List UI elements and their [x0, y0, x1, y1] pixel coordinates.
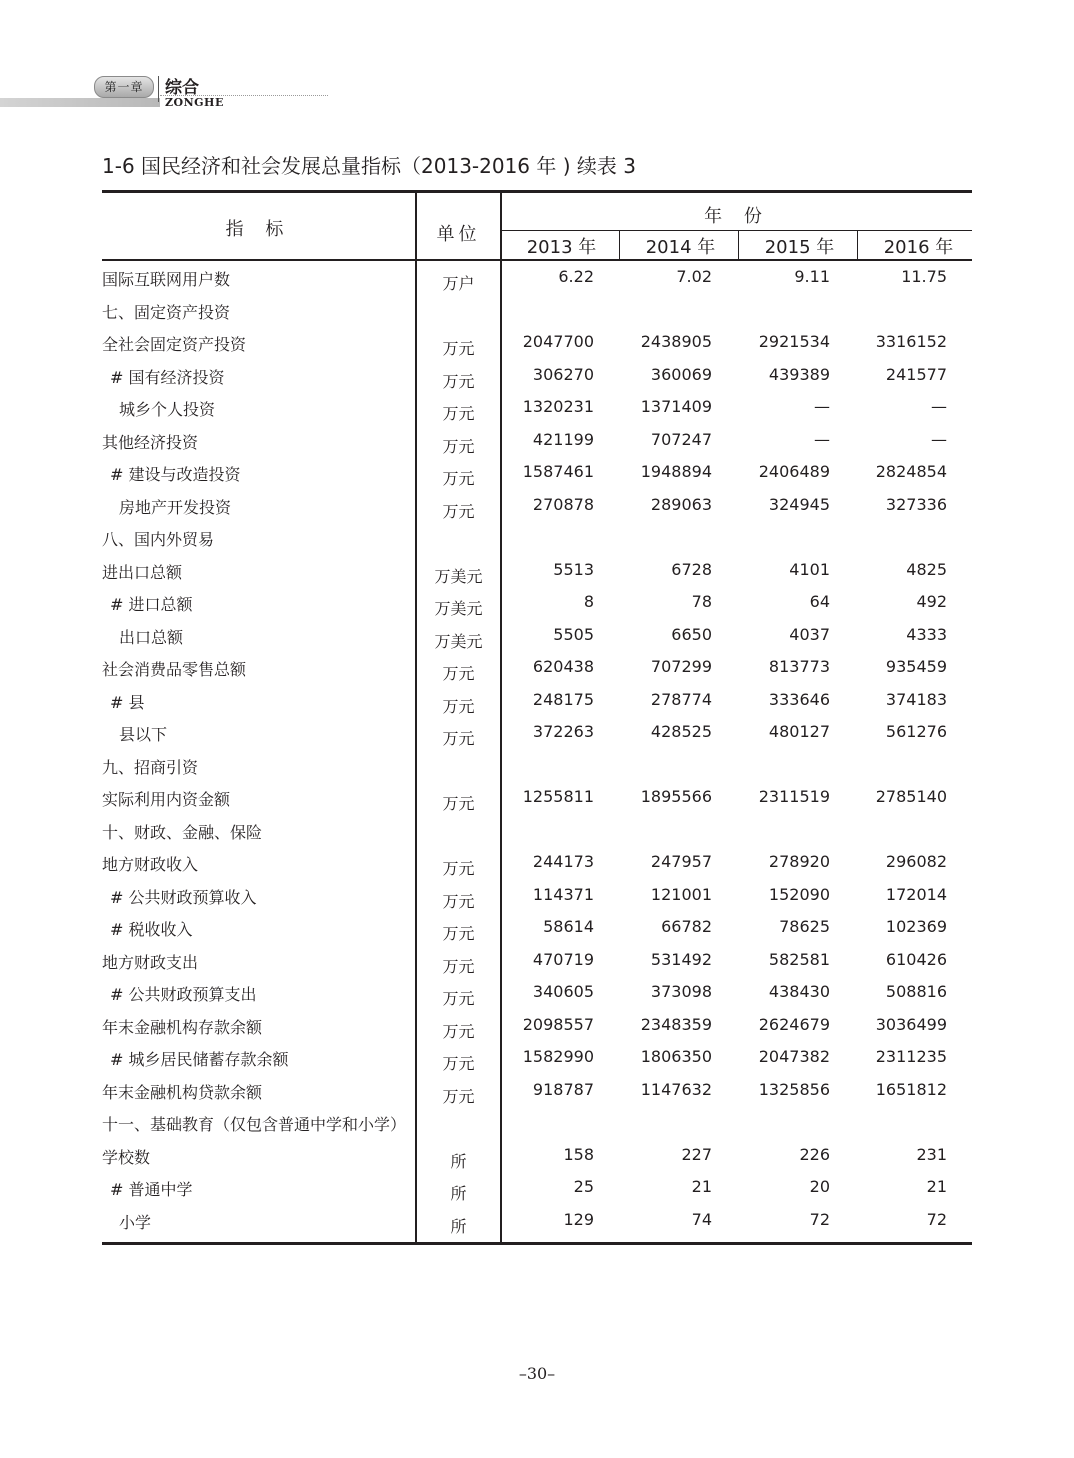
row-value: 2348359: [640, 1014, 712, 1034]
row-value: 4333: [906, 624, 947, 644]
row-value: 324945: [768, 494, 830, 514]
row-value: 2047382: [758, 1047, 830, 1066]
row-value: 813773: [768, 657, 830, 676]
header-year-2016: 2016 年: [883, 237, 954, 258]
row-value: 561276: [885, 722, 947, 741]
row-value: 1255811: [522, 787, 594, 806]
table-row: [102, 555, 972, 588]
row-value: 492: [916, 592, 947, 611]
row-value: 508816: [885, 982, 947, 1001]
table-row: [102, 685, 972, 718]
row-value: 1895566: [640, 787, 712, 806]
row-value: 21: [691, 1177, 712, 1196]
row-unit: 万元: [442, 469, 475, 488]
row-value: 72: [926, 1209, 947, 1229]
row-value: 231: [916, 1144, 947, 1164]
row-value: 1948894: [640, 462, 712, 481]
row-value: 918787: [532, 1079, 594, 1099]
table-row: [102, 847, 972, 880]
table-header-rule: [102, 259, 972, 261]
row-unit: 所: [450, 1184, 467, 1203]
header-year-2015: 2015 年: [764, 237, 835, 258]
row-value: 72: [809, 1209, 830, 1229]
table-top-rule: [102, 190, 972, 193]
row-value: —: [814, 429, 830, 449]
row-value: 21: [926, 1177, 947, 1196]
page-number: –30–: [518, 1364, 556, 1383]
row-value: 333646: [768, 689, 830, 709]
table-body: [102, 262, 972, 1237]
row-value: 102369: [885, 917, 947, 936]
header-year-group: 年 份: [704, 206, 770, 227]
table-row: [102, 945, 972, 978]
row-label: # 县: [110, 692, 145, 712]
row-value: 2311235: [875, 1047, 947, 1066]
row-value: 438430: [768, 982, 830, 1001]
row-value: 4825: [906, 559, 947, 579]
row-value: 11.75: [901, 267, 947, 286]
row-value: 6650: [671, 624, 712, 644]
row-value: 2406489: [758, 462, 830, 481]
row-unit: 万元: [442, 1021, 475, 1041]
table-row: [102, 262, 972, 295]
table-row: [102, 1075, 972, 1108]
row-value: 620438: [532, 657, 594, 676]
row-value: 248175: [532, 689, 594, 709]
table-row: [102, 1107, 972, 1140]
row-value: 25: [573, 1177, 594, 1196]
table-row: [102, 392, 972, 425]
table-row: [102, 1010, 972, 1043]
row-value: 372263: [532, 722, 594, 741]
table-bottom-rule: [102, 1242, 972, 1245]
row-label: 学校数: [102, 1147, 151, 1167]
row-value: 152090: [768, 884, 830, 904]
row-value: —: [931, 397, 947, 416]
row-value: 1320231: [522, 397, 594, 416]
row-unit: 万元: [442, 664, 475, 683]
row-unit: 万元: [442, 1086, 475, 1106]
row-value: 278920: [768, 852, 830, 871]
row-label: # 公共财政预算支出: [110, 985, 257, 1004]
row-label: 八、国内外贸易: [102, 530, 215, 549]
row-unit: 万美元: [434, 631, 483, 651]
table-row: [102, 1205, 972, 1238]
row-value: 1147632: [640, 1079, 712, 1099]
row-unit: 所: [450, 1216, 467, 1236]
row-value: 78: [691, 592, 712, 611]
row-label: # 国有经济投资: [110, 367, 225, 387]
row-value: 7.02: [676, 267, 712, 286]
row-label: # 普通中学: [110, 1180, 193, 1199]
table-row: [102, 327, 972, 360]
header-year-2014: 2014 年: [645, 237, 716, 258]
row-label: 实际利用内资金额: [102, 790, 231, 809]
year-group-rule: [502, 230, 972, 231]
row-value: 327336: [885, 494, 947, 514]
row-value: 58614: [543, 917, 594, 936]
table-row: [102, 295, 972, 328]
row-label: 县以下: [119, 725, 168, 744]
row-value: 2438905: [640, 332, 712, 351]
row-value: 421199: [532, 429, 594, 449]
row-unit: 万元: [442, 371, 475, 391]
row-value: 1587461: [522, 462, 594, 481]
header-year-2013: 2013 年: [526, 237, 597, 258]
row-label: # 进口总额: [110, 595, 193, 614]
chapter-badge: 第一章: [94, 76, 154, 98]
row-value: 2921534: [758, 332, 830, 351]
row-unit: 万元: [442, 404, 475, 423]
row-label: # 建设与改造投资: [110, 465, 241, 484]
row-unit: 万元: [442, 794, 475, 813]
table-row: [102, 620, 972, 653]
row-value: 610426: [885, 949, 947, 969]
row-unit: 万元: [442, 339, 475, 358]
row-value: 2824854: [875, 462, 947, 481]
row-label: # 城乡居民储蓄存款余额: [110, 1050, 289, 1069]
row-value: 226: [799, 1144, 830, 1164]
row-label: 地方财政支出: [102, 952, 199, 972]
row-value: 5513: [553, 559, 594, 579]
row-value: 373098: [650, 982, 712, 1001]
row-label: 九、招商引资: [102, 757, 199, 777]
row-unit: 万元: [442, 956, 475, 976]
table-row: [102, 652, 972, 685]
row-value: 2624679: [758, 1014, 830, 1034]
row-value: 2311519: [758, 787, 830, 806]
row-value: 3316152: [875, 332, 947, 351]
header-unit: 单位: [436, 224, 481, 245]
row-value: 6728: [671, 559, 712, 579]
row-unit: 万户: [442, 274, 475, 293]
row-value: 470719: [532, 949, 594, 969]
table-row: [102, 815, 972, 848]
row-value: 531492: [650, 949, 712, 969]
row-value: 306270: [532, 364, 594, 384]
row-value: 247957: [650, 852, 712, 871]
row-value: 129: [563, 1209, 594, 1229]
row-unit: 万元: [442, 696, 475, 716]
row-value: 158: [563, 1144, 594, 1164]
row-value: 66782: [661, 917, 712, 936]
table-row: [102, 880, 972, 913]
table-row: [102, 1172, 972, 1205]
row-value: 2098557: [522, 1014, 594, 1034]
row-value: 121001: [650, 884, 712, 904]
row-value: 428525: [650, 722, 712, 741]
table-title: 1-6 国民经济和社会发展总量指标（2013-2016 年 ) 续表 3: [102, 154, 636, 178]
row-value: 278774: [650, 689, 712, 709]
row-unit: 万元: [442, 859, 475, 878]
row-label: 七、固定资产投资: [102, 302, 231, 322]
row-value: 935459: [885, 657, 947, 676]
row-value: 5505: [553, 624, 594, 644]
row-value: 6.22: [558, 267, 594, 286]
row-value: 114371: [532, 884, 594, 904]
table-row: [102, 1140, 972, 1173]
row-label: 十一、基础教育（仅包含普通中学和小学）: [102, 1115, 407, 1134]
row-label: 出口总额: [119, 627, 184, 647]
row-value: 9.11: [794, 267, 830, 286]
row-label: # 公共财政预算收入: [110, 887, 257, 907]
chapter-title: 综合: [165, 78, 199, 98]
row-value: 1325856: [758, 1079, 830, 1099]
row-value: 582581: [768, 949, 830, 969]
row-unit: 万美元: [434, 566, 483, 586]
row-value: 241577: [885, 364, 947, 384]
row-unit: 万元: [442, 729, 475, 748]
row-value: 1582990: [522, 1047, 594, 1066]
row-label: 小学: [119, 1212, 152, 1232]
table-row: [102, 1042, 972, 1075]
row-value: —: [814, 397, 830, 416]
chapter-divider: [158, 76, 159, 102]
table-row: [102, 360, 972, 393]
row-unit: 万元: [442, 1054, 475, 1073]
row-unit: 万元: [442, 989, 475, 1008]
row-label: 十、财政、金融、保险: [102, 822, 263, 842]
row-value: 20: [809, 1177, 830, 1196]
row-value: 340605: [532, 982, 594, 1001]
row-label: 社会消费品零售总额: [102, 660, 247, 679]
row-value: 64: [809, 592, 830, 611]
row-value: 8: [583, 592, 594, 611]
table-row: [102, 587, 972, 620]
row-value: 1371409: [640, 397, 712, 416]
row-value: 244173: [532, 852, 594, 871]
row-value: 74: [691, 1209, 712, 1229]
row-value: 1806350: [640, 1047, 712, 1066]
row-value: 172014: [885, 884, 947, 904]
row-label: 进出口总额: [102, 562, 183, 582]
row-label: 年末金融机构存款余额: [102, 1017, 263, 1037]
row-value: 374183: [885, 689, 947, 709]
row-label: 年末金融机构贷款余额: [102, 1082, 263, 1102]
row-unit: 万元: [442, 891, 475, 911]
row-value: 4101: [789, 559, 830, 579]
table-row: [102, 490, 972, 523]
row-value: —: [931, 429, 947, 449]
row-unit: 万美元: [434, 599, 483, 618]
table-row: [102, 522, 972, 555]
row-value: 289063: [650, 494, 712, 514]
row-unit: 万元: [442, 436, 475, 456]
row-value: 439389: [768, 364, 830, 384]
row-value: 78625: [779, 917, 830, 936]
row-label: 其他经济投资: [102, 432, 199, 452]
row-value: 360069: [650, 364, 712, 384]
table-row: [102, 912, 972, 945]
chapter-header-bar: [0, 98, 160, 107]
row-unit: 万元: [442, 924, 475, 943]
chapter-subtitle: ZONGHE: [165, 96, 224, 109]
table-row: [102, 750, 972, 783]
row-value: 1651812: [875, 1079, 947, 1099]
row-value: 480127: [768, 722, 830, 741]
row-value: 227: [681, 1144, 712, 1164]
header-indicator: 指 标: [225, 219, 292, 240]
row-label: # 税收收入: [110, 920, 193, 939]
table-row: [102, 425, 972, 458]
row-value: 3036499: [875, 1014, 947, 1034]
table-row: [102, 717, 972, 750]
row-unit: 所: [450, 1151, 467, 1171]
row-label: 房地产开发投资: [119, 497, 232, 517]
row-value: 2047700: [522, 332, 594, 351]
row-value: 707247: [650, 429, 712, 449]
row-value: 707299: [650, 657, 712, 676]
row-unit: 万元: [442, 501, 475, 521]
table-row: [102, 457, 972, 490]
row-value: 296082: [885, 852, 947, 871]
row-value: 2785140: [875, 787, 947, 806]
row-label: 地方财政收入: [102, 855, 199, 874]
row-label: 全社会固定资产投资: [102, 335, 247, 354]
row-value: 4037: [789, 624, 830, 644]
table-row: [102, 782, 972, 815]
table-row: [102, 977, 972, 1010]
row-label: 国际互联网用户数: [102, 270, 231, 289]
row-value: 270878: [532, 494, 594, 514]
row-label: 城乡个人投资: [119, 400, 216, 419]
